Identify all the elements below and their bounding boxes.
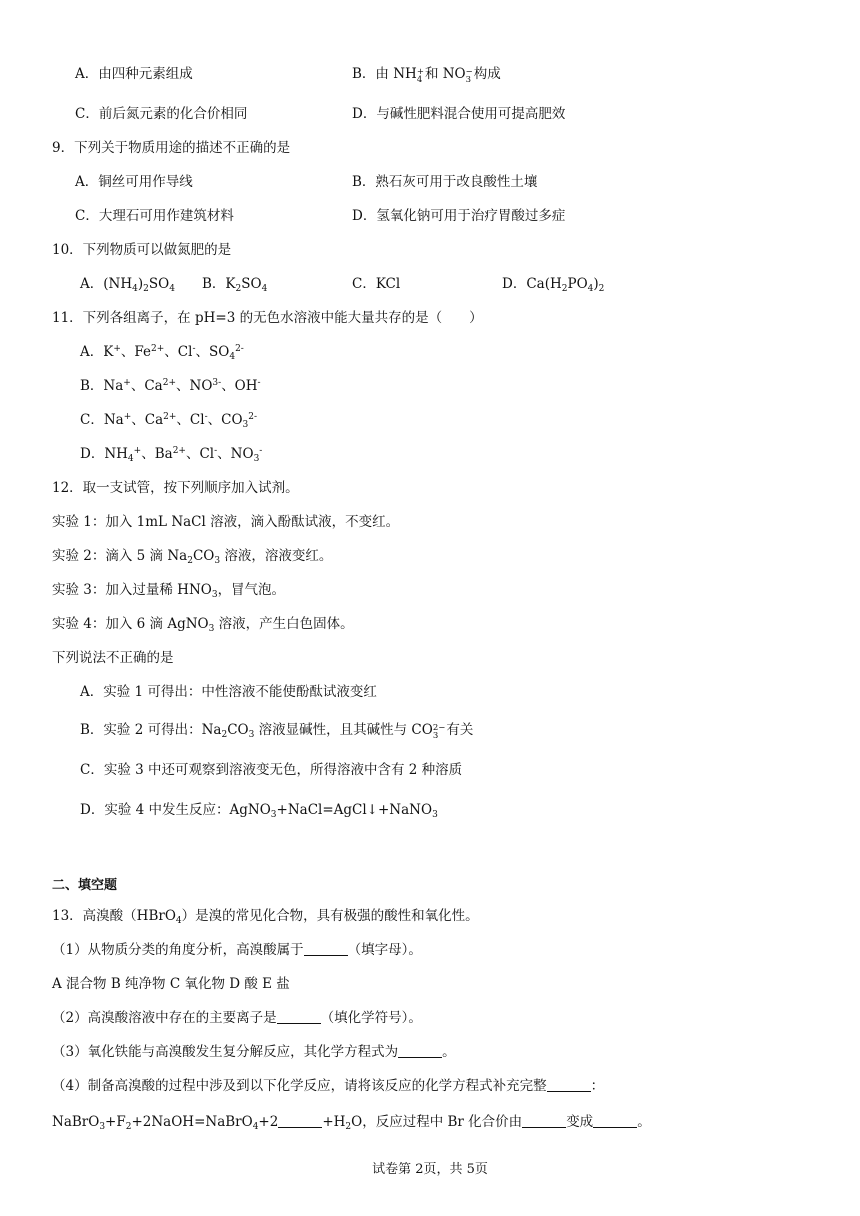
q13-p2-pre: （2）高溴酸溶液中存在的主要离子是 bbox=[52, 1010, 277, 1026]
q13-p3-post: 。 bbox=[442, 1044, 456, 1060]
q13-p1-post: （填字母）。 bbox=[347, 942, 422, 958]
q12-option-c: C．实验 3 中还可观察到溶液变无色，所得溶液中含有 2 种溶质 bbox=[80, 762, 463, 778]
q8-option-b bbox=[352, 64, 501, 84]
q13-p3-pre: （3）氧化铁能与高溴酸发生复分解反应，其化学方程式为 bbox=[52, 1044, 399, 1060]
q13-p2-post: （填化学符号）。 bbox=[320, 1010, 422, 1026]
q13-p4-pre: （4）制备高溴酸的过程中涉及到以下化学反应，请将该反应的化学方程式补充完整 bbox=[52, 1078, 547, 1094]
q8-option-a: A．由四种元素组成 bbox=[75, 66, 193, 82]
q8-b-pre: B．由 NH bbox=[352, 66, 417, 82]
q12-experiment-2: 实验 2：滴入 5 滴 $Na_2CO_3$ 溶液，溶液变红。 bbox=[52, 548, 333, 566]
q9-option-a: A．铜丝可用作导线 bbox=[75, 174, 193, 190]
q9-option-c: C．大理石可用作建筑材料 bbox=[75, 208, 234, 224]
q12-ask: 下列说法不正确的是 bbox=[52, 650, 174, 666]
q12-b-post: 有关 bbox=[446, 722, 474, 738]
q8-b-mid: 和 NO bbox=[424, 66, 466, 82]
answer-blank[interactable] bbox=[278, 1113, 322, 1128]
q9-option-d: D．氢氧化钠可用于治疗胃酸过多症 bbox=[352, 208, 566, 224]
q8-b-post: 构成 bbox=[473, 66, 501, 82]
q12-experiment-3: 实验 3：加入过量稀 $HNO_3$，冒气泡。 bbox=[52, 582, 286, 600]
q13-eq-end: 。 bbox=[637, 1114, 651, 1130]
q12-stem: 12．取一支试管，按下列顺序加入试剂。 bbox=[52, 480, 299, 496]
q13-p4-post: ： bbox=[590, 1078, 605, 1094]
q10-option-d: D．$Ca(H_2PO_4)_2$ bbox=[502, 276, 605, 294]
q11-stem: 11．下列各组离子，在 pH=3 的无色水溶液中能大量共存的是（ ） bbox=[52, 310, 483, 326]
q13-stem: 13．高溴酸（HBrO$_4$）是溴的常见化合物，具有极强的酸性和氧化性。 bbox=[52, 908, 479, 926]
q10-option-b: B．$K_2SO_4$ bbox=[202, 276, 268, 294]
q8-option-c: C．前后氮元素的化合价相同 bbox=[75, 106, 248, 122]
q13-part-3 bbox=[52, 1042, 456, 1062]
q11-option-a: A．K+、$Fe^{2+}$、Cl-、$SO_4^{2-}$ bbox=[80, 344, 244, 362]
q9-stem: 9．下列关于物质用途的描述不正确的是 bbox=[52, 140, 291, 156]
answer-blank[interactable] bbox=[277, 1009, 321, 1024]
page-footer: 试卷第 2页，共 5页 bbox=[372, 1162, 488, 1177]
q13-part-4 bbox=[52, 1076, 604, 1096]
nh4-ion: + 4 bbox=[416, 67, 424, 85]
no3-ion: − 3 bbox=[465, 67, 473, 85]
q12-d-pre: D．实验 4 中发生反应： bbox=[80, 802, 230, 818]
q13-part-2 bbox=[52, 1008, 422, 1028]
q10-option-c: C．KCl bbox=[352, 276, 401, 292]
q13-equation: $NaBrO_3+F_2+2NaOH=NaBrO_4+2 +H_2O$，反应过程中 Br 化合价由 变成 。 bbox=[52, 1114, 651, 1132]
answer-blank[interactable] bbox=[593, 1113, 637, 1128]
answer-blank[interactable] bbox=[398, 1043, 442, 1058]
q11-option-d: D．$NH_4^+$、$Ba^{2+}$、Cl-、$NO_3^-$ bbox=[80, 446, 263, 464]
answer-blank[interactable] bbox=[304, 941, 348, 956]
q10-stem: 10．下列物质可以做氮肥的是 bbox=[52, 242, 232, 258]
q13-options: A 混合物 B 纯净物 C 氧化物 D 酸 E 盐 bbox=[52, 976, 290, 992]
q12-option-a: A．实验 1 可得出：中性溶液不能使酚酞试液变红 bbox=[80, 684, 377, 700]
q12-experiment-1: 实验 1：加入 1mL NaCl 溶液，滴入酚酞试液，不变红。 bbox=[52, 514, 400, 530]
q8-option-d: D．与碱性肥料混合使用可提高肥效 bbox=[352, 106, 566, 122]
q9-option-b: B．熟石灰可用于改良酸性土壤 bbox=[352, 174, 538, 190]
q10-option-a: A．$(NH_4)_2SO_4$ bbox=[80, 276, 175, 294]
q11-option-b: B．Na+、$Ca^{2+}$、$NO^{3-}$、OH- bbox=[80, 378, 261, 394]
q12-option-d: D．实验 4 中发生反应：AgNO$_3$+NaCl=AgCl↓+NaNO$_3$ bbox=[80, 802, 438, 820]
q11-option-c: C．Na+、$Ca^{2+}$、Cl-、$CO_3^{2-}$ bbox=[80, 412, 258, 430]
q13-p1-pre: （1）从物质分类的角度分析，高溴酸属于 bbox=[52, 942, 304, 958]
q12-option-b: B．实验 2 可得出：$Na_2CO_3$ 溶液显碱性，且其碱性与 CO 2− 3 有关 bbox=[80, 722, 474, 741]
answer-blank[interactable] bbox=[547, 1077, 591, 1092]
q12-experiment-4: 实验 4：加入 6 滴 AgNO$_3$ 溶液，产生白色固体。 bbox=[52, 616, 354, 634]
section-title-fill-in: 二、填空题 bbox=[52, 878, 118, 893]
q13-part-1 bbox=[52, 940, 422, 960]
q13-eq-mid2: 变成 bbox=[566, 1114, 594, 1130]
co3-ion: 2− 3 bbox=[432, 723, 446, 741]
answer-blank[interactable] bbox=[522, 1113, 566, 1128]
